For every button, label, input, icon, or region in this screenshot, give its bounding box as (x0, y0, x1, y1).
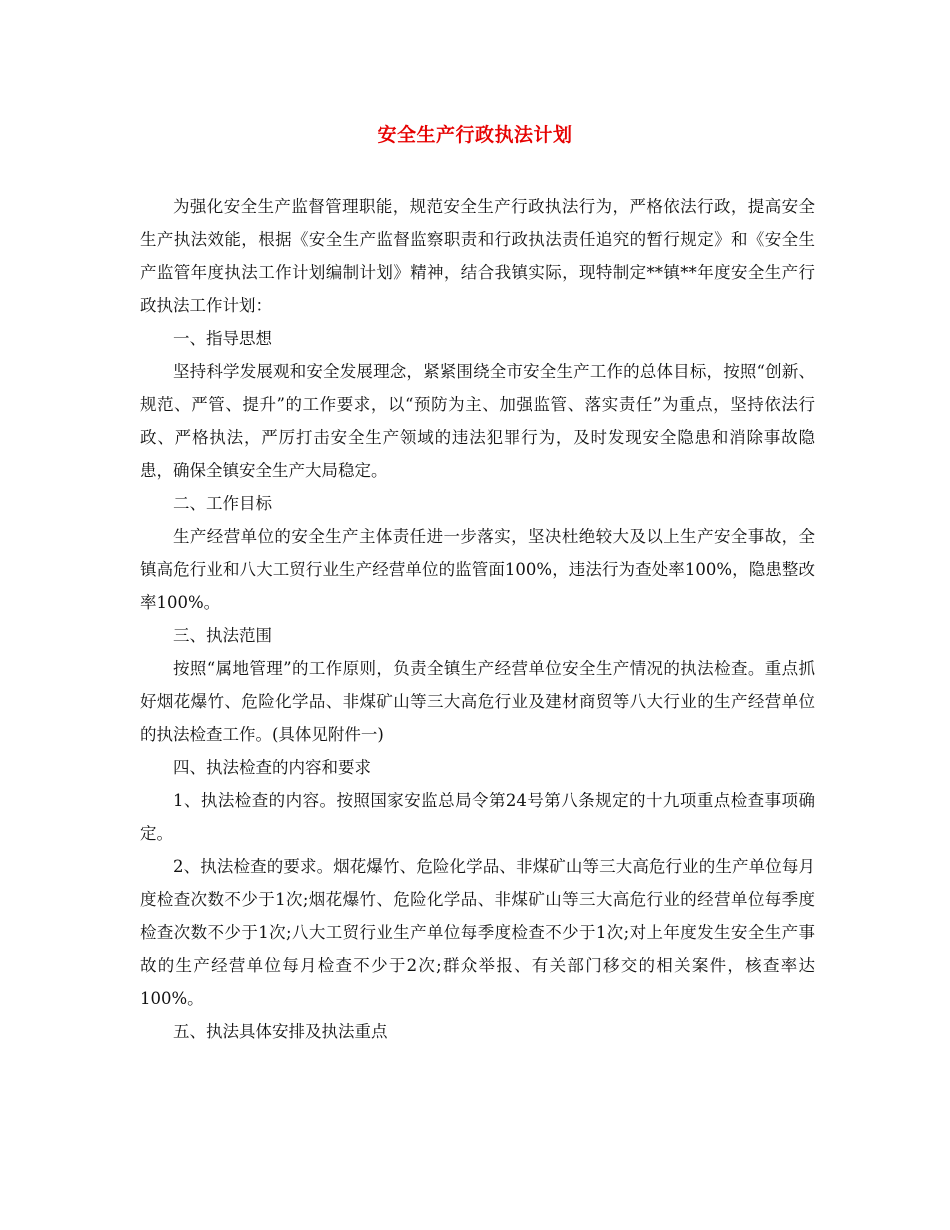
section-heading-enforcement-scope: 三、执法范围 (173, 626, 272, 645)
section-heading-arrangements: 五、执法具体安排及执法重点 (173, 1022, 388, 1041)
intro-paragraph: 为强化安全生产监督管理职能，规范安全生产行政执法行为，严格依法行政，提高安全生产执法效能，根据《安全生产监督监察职责和行政执法责任追究的暂行规定》和《安全生产监管年度执法工作计划编制计划》精神，结合我镇实际，现特制定**镇**年度安全生产行政执法工作计划： (140, 197, 815, 315)
work-goals-paragraph: 生产经营单位的安全生产主体责任进一步落实，坚决杜绝较大及以上生产安全事故，全镇高危行业和八大工贸行业生产经营单位的监管面100%，违法行为查处率100%，隐患整改率100%。 (140, 527, 815, 612)
inspection-content-item-2: 2、执法检查的要求。烟花爆竹、危险化学品、非煤矿山等三大高危行业的生产单位每月度检查次数不少于1次;烟花爆竹、危险化学品、非煤矿山等三大高危行业的经营单位每季度检查次数不少于1次;八大工贸行业生产单位每季度检查不少于1次;对上年度发生安全生产事故的生产经营单位每月检查不少于2次;群众举报、有关部门移交的相关案件，核查率达100%。 (140, 857, 815, 1008)
guiding-ideology-paragraph: 坚持科学发展观和安全发展理念，紧紧围绕全市安全生产工作的总体目标，按照“创新、规范、严管、提升”的工作要求，以“预防为主、加强监管、落实责任”为重点，坚持依法行政、严格执法，严厉打击安全生产领域的违法犯罪行为，及时发现安全隐患和消除事故隐患，确保全镇安全生产大局稳定。 (140, 362, 815, 480)
document-body (140, 190, 815, 1048)
section-heading-inspection-content: 四、执法检查的内容和要求 (173, 758, 371, 777)
section-heading-guiding-ideology: 一、指导思想 (173, 329, 272, 348)
document-title: 安全生产行政执法计划 (377, 124, 573, 146)
section-heading-work-goals: 二、工作目标 (173, 494, 272, 513)
inspection-content-item-1: 1、执法检查的内容。按照国家安监总局令第24号第八条规定的十九项重点检查事项确定。 (140, 791, 815, 843)
enforcement-scope-paragraph: 按照“属地管理”的工作原则，负责全镇生产经营单位安全生产情况的执法检查。重点抓好烟花爆竹、危险化学品、非煤矿山等三大高危行业及建材商贸等八大行业的生产经营单位的执法检查工作。(具体见附件一) (140, 659, 815, 744)
